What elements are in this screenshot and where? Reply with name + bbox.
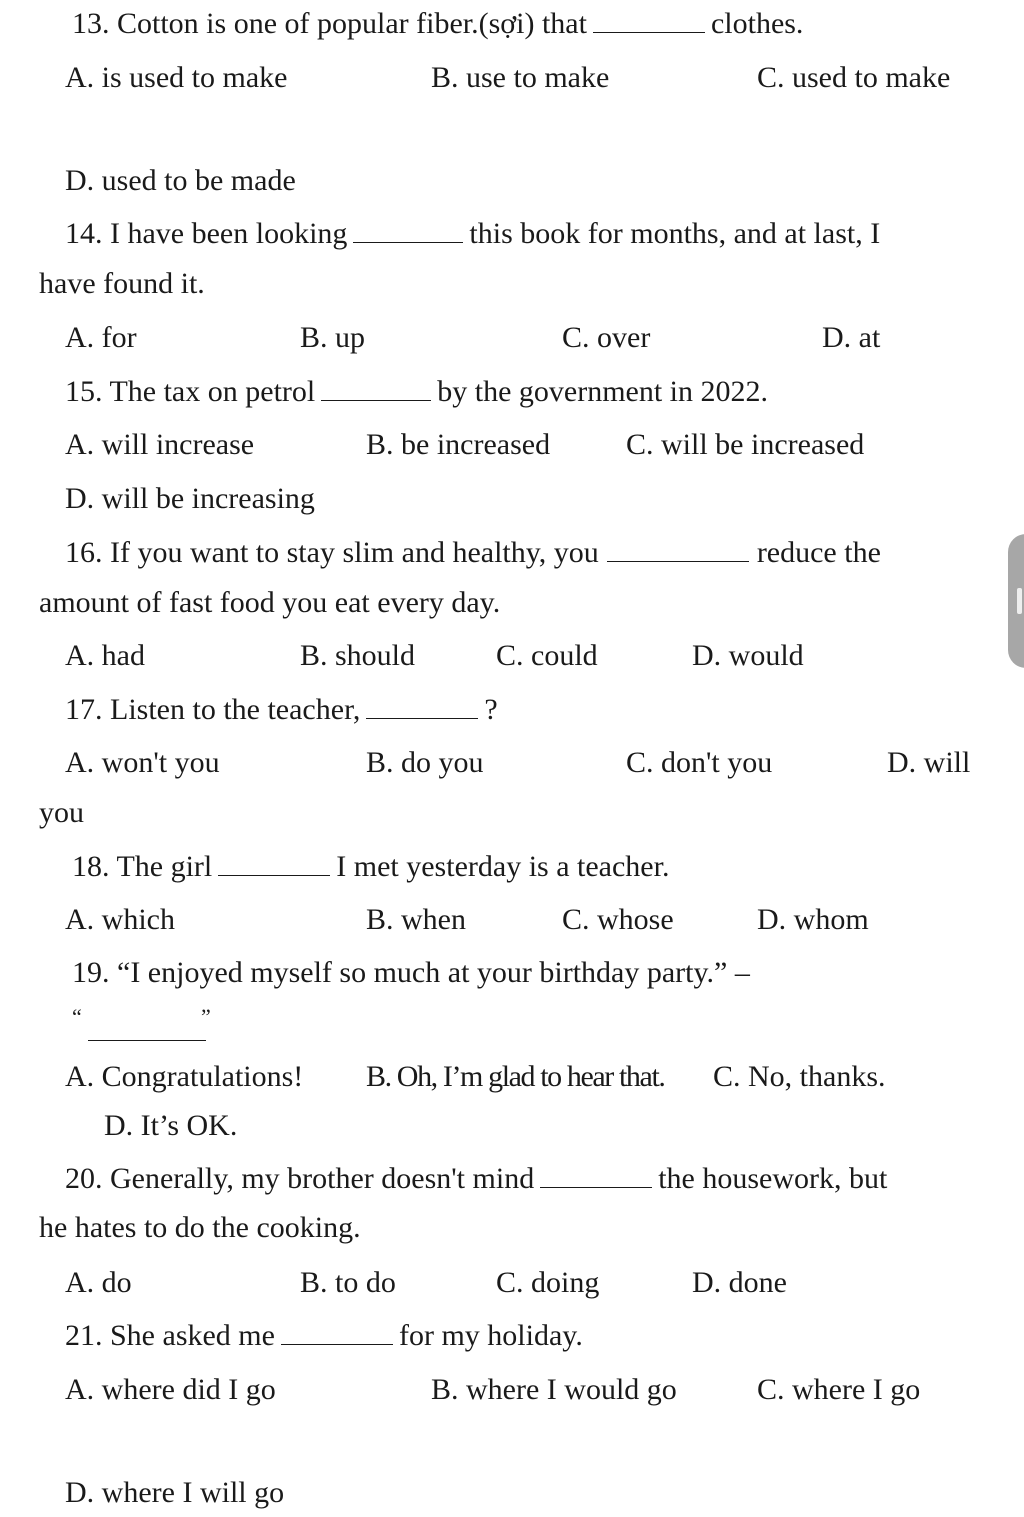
q18-option-d[interactable]: D. whom [757,903,869,936]
q18-stem [72,849,669,885]
q20-stem-before: 20. Generally, my brother doesn't mind [65,1162,535,1195]
q17-stem-before: 17. Listen to the teacher, [65,693,361,726]
q19-option-c[interactable]: C. No, thanks. [713,1060,886,1093]
q19-option-a[interactable]: A. Congratulations! [65,1060,304,1093]
q14-option-a[interactable]: A. for [65,321,137,354]
q17-option-d-continued: you [39,796,84,829]
q21-stem [65,1318,583,1354]
q21-option-d[interactable]: D. where I will go [65,1476,285,1509]
q13-stem-before: 13. Cotton is one of popular fiber.(sợi) that [72,7,587,40]
q18-answer-blank [218,849,330,876]
q13-option-b[interactable]: B. use to make [431,61,610,94]
q17-option-a[interactable]: A. won't you [65,746,220,779]
q16-stem-before: 16. If you want to stay slim and healthy, you [65,536,599,569]
q14-stem-after: this book for months, and at last, I [469,217,881,250]
q17-stem-after: ? [484,693,498,726]
q21-option-b[interactable]: B. where I would go [431,1373,677,1406]
q15-option-d[interactable]: D. will be increasing [65,482,315,515]
q21-option-c[interactable]: C. where I go [757,1373,921,1406]
q18-option-c[interactable]: C. whose [562,903,674,936]
q16-option-b[interactable]: B. should [300,639,416,672]
q16-option-a[interactable]: A. had [65,639,145,672]
q16-stem [65,535,881,571]
q15-option-c[interactable]: C. will be increased [626,428,865,461]
q13-option-d[interactable]: D. used to be made [65,164,296,197]
q17-option-b[interactable]: B. do you [366,746,484,779]
q20-option-b[interactable]: B. to do [300,1266,396,1299]
q13-option-c[interactable]: C. used to make [757,61,951,94]
q15-stem-before: 15. The tax on petrol [65,375,316,408]
q14-stem-before: 14. I have been looking [65,217,348,250]
q21-answer-blank [281,1318,393,1345]
q16-answer-blank [607,535,749,562]
q16-option-c[interactable]: C. could [496,639,598,672]
q16-stem-after: reduce the [756,536,881,569]
q14-option-c[interactable]: C. over [562,321,651,354]
q19-quote-open: “ [72,1004,82,1029]
q18-stem-after: I met yesterday is a teacher. [336,850,670,883]
q20-option-a[interactable]: A. do [65,1266,132,1299]
q21-stem-before: 21. She asked me [65,1319,275,1352]
q20-answer-blank [540,1161,652,1188]
q20-stem-after: the housework, but [658,1162,888,1195]
q14-stem-continued: have found it. [39,267,205,300]
q15-stem-after: by the government in 2022. [437,375,769,408]
q13-answer-blank [593,6,705,33]
q14-option-d[interactable]: D. at [822,321,881,354]
q20-stem-continued: he hates to do the cooking. [39,1211,361,1244]
q16-option-d[interactable]: D. would [692,639,804,672]
q19-stem: 19. “I enjoyed myself so much at your birthday party.” – [72,956,750,989]
q17-option-c[interactable]: C. don't you [626,746,773,779]
q16-stem-continued: amount of fast food you eat every day. [39,586,501,619]
q14-stem [65,216,880,252]
q18-option-b[interactable]: B. when [366,903,466,936]
q19-answer-blank [88,1040,206,1041]
q13-stem-after: clothes. [710,7,804,40]
q20-option-c[interactable]: C. doing [496,1266,600,1299]
q19-quote-close: ” [201,1004,211,1029]
q21-option-a[interactable]: A. where did I go [65,1373,276,1406]
drag-handle-icon [1017,588,1022,614]
q15-stem [65,374,768,410]
q14-answer-blank [353,216,463,243]
q17-option-d[interactable]: D. will [887,746,971,779]
q17-answer-blank [366,692,478,719]
q13-option-a[interactable]: A. is used to make [65,61,288,94]
q20-option-d[interactable]: D. done [692,1266,787,1299]
q18-option-a[interactable]: A. which [65,903,175,936]
q15-answer-blank [321,374,431,401]
q13-stem [72,6,803,42]
q19-option-b[interactable]: B. Oh, I’m glad to hear that. [366,1060,665,1093]
q15-option-a[interactable]: A. will increase [65,428,255,461]
q21-stem-after: for my holiday. [398,1319,583,1352]
q17-stem [65,692,498,728]
q19-option-d[interactable]: D. It’s OK. [104,1109,238,1142]
q20-stem [65,1161,887,1197]
q14-option-b[interactable]: B. up [300,321,366,354]
q15-option-b[interactable]: B. be increased [366,428,551,461]
q18-stem-before: 18. The girl [72,850,213,883]
